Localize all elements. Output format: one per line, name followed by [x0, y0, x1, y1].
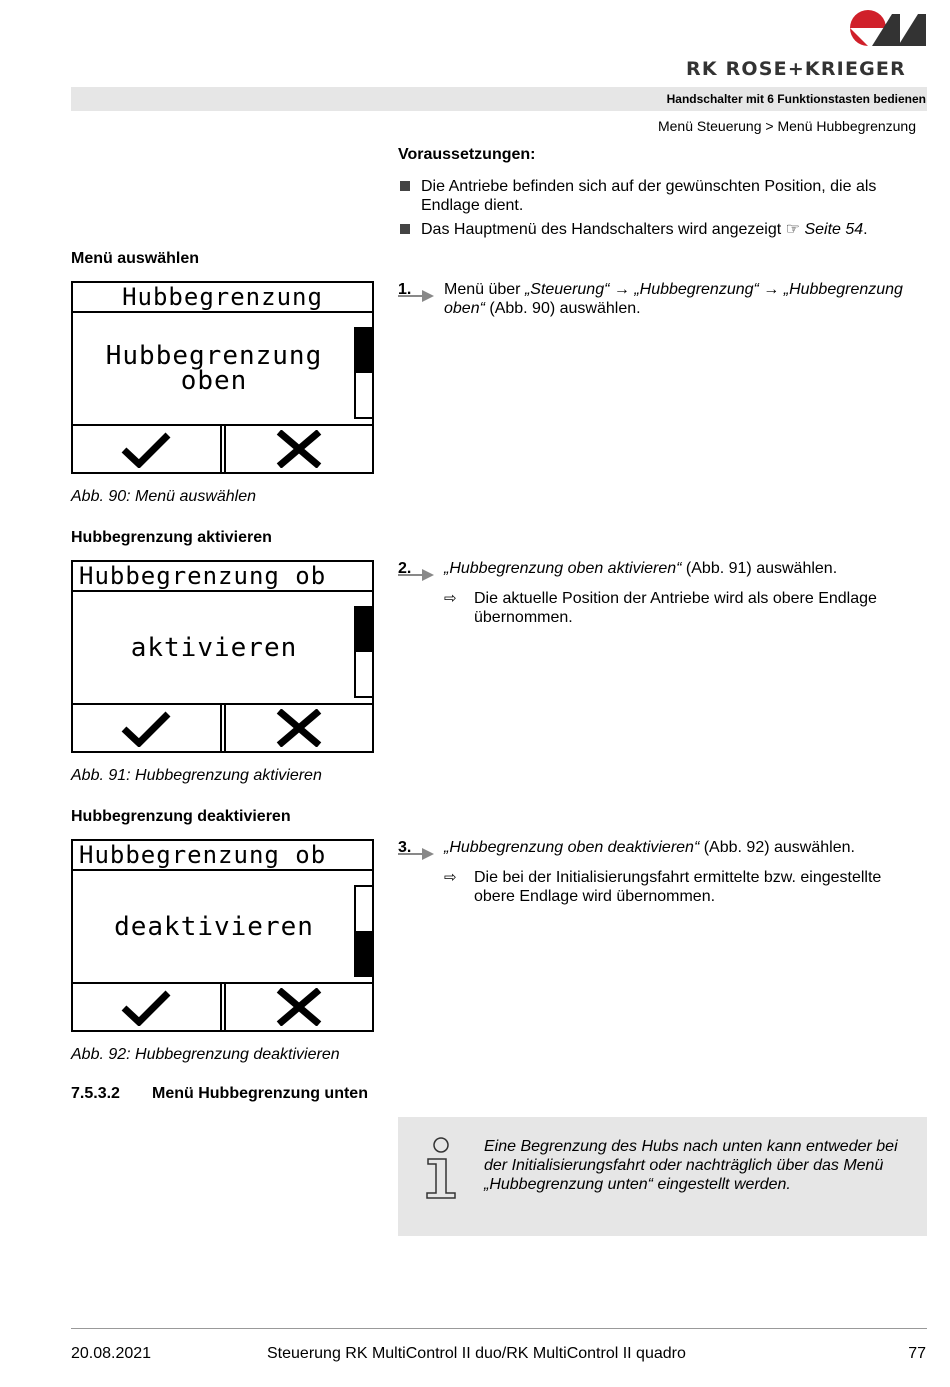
subsection-number: 7.5.3.2: [71, 1085, 120, 1102]
section-heading: Hubbegrenzung aktivieren: [71, 529, 272, 546]
cross-icon: [275, 988, 323, 1026]
lcd-softkeys: [73, 982, 372, 1030]
page-reference-link[interactable]: Seite 54: [804, 221, 864, 238]
step-number: 2.: [398, 560, 412, 577]
lcd-softkeys: [73, 424, 372, 472]
step-arrow-icon: [398, 290, 436, 302]
lcd-title: Hubbegrenzung ob: [73, 841, 372, 871]
step-number: 1.: [398, 281, 412, 298]
note-text: Eine Begrenzung des Hubs nach unten kann entweder bei der Initialisierungsfahrt oder nachträglich über das Menü „Hubbegrenzung unten“ eingestellt werden.: [484, 1138, 898, 1193]
step-instruction: Menü über „Steuerung“ → „Hubbegrenzung“ → „Hubbegrenzung oben“ (Abb. 90) auswählen.: [444, 281, 903, 317]
footer-document-title: Steuerung RK MultiControl II duo/RK MultiControl II quadro: [267, 1345, 686, 1362]
lcd-cancel-key: [220, 705, 373, 751]
lcd-confirm-key: [73, 426, 220, 472]
lcd-scrollbar: [354, 327, 372, 419]
step-instruction: „Hubbegrenzung oben aktivieren“ (Abb. 91) auswählen.: [444, 560, 838, 577]
lcd-cancel-key: [220, 426, 373, 472]
lcd-confirm-key: [73, 984, 220, 1030]
prerequisite-item: Die Antriebe befinden sich auf der gewünschten Position, die als Endlage dient.: [400, 177, 926, 215]
lcd-softkeys: [73, 703, 372, 751]
figure-caption: Abb. 90: Menü auswählen: [71, 488, 257, 505]
result-arrow-icon: ⇨: [444, 869, 457, 886]
lcd-screen-activate: [71, 560, 374, 753]
step-arrow-icon: [398, 569, 436, 581]
breadcrumb: Menü Steuerung > Menü Hubbegrenzung: [657, 118, 916, 134]
page-number: 77: [908, 1345, 926, 1362]
section-heading: Menü auswählen: [71, 250, 200, 267]
lcd-title: Hubbegrenzung: [73, 283, 372, 313]
hand-pointer-icon: ☞: [785, 221, 800, 238]
footer-divider: [71, 1328, 927, 1329]
cross-icon: [275, 709, 323, 747]
footer-date: 20.08.2021: [71, 1345, 152, 1362]
checkmark-icon: [121, 988, 171, 1026]
bullet-square-icon: [400, 181, 410, 191]
step-number: 3.: [398, 839, 412, 856]
lcd-cancel-key: [220, 984, 373, 1030]
step-arrow-icon: [398, 848, 436, 860]
lcd-screen-menu-select: [71, 281, 374, 474]
step-result: ⇨ Die aktuelle Position der Antriebe wird als obere Endlage übernommen.: [444, 590, 877, 626]
subsection-title: Menü Hubbegrenzung unten: [152, 1085, 368, 1102]
logo-mark-icon: [686, 8, 928, 56]
result-arrow-icon: ⇨: [444, 590, 457, 607]
brand-name: RK ROSE+KRIEGER: [686, 58, 906, 80]
checkmark-icon: [121, 709, 171, 747]
lcd-body: aktivieren: [130, 632, 298, 663]
lcd-body: Hubbegrenzung oben: [105, 341, 323, 396]
figure-caption: Abb. 92: Hubbegrenzung deaktivieren: [71, 1046, 340, 1063]
lcd-screen-deactivate: [71, 839, 374, 1032]
step-instruction: „Hubbegrenzung oben deaktivieren“ (Abb. 92) auswählen.: [444, 839, 855, 856]
lcd-body: deaktivieren: [114, 911, 314, 942]
lcd-confirm-key: [73, 705, 220, 751]
cross-icon: [275, 430, 323, 468]
section-heading: Hubbegrenzung deaktivieren: [71, 808, 291, 825]
bullet-square-icon: [400, 224, 410, 234]
lcd-title: Hubbegrenzung ob: [73, 562, 372, 592]
lcd-scrollbar: [354, 606, 372, 698]
prerequisite-item: Das Hauptmenü des Handschalters wird angezeigt ☞ Seite 54.: [400, 220, 926, 239]
lcd-scrollbar: [354, 885, 372, 977]
chapter-title: Handschalter mit 6 Funktionstasten bedienen: [666, 92, 926, 106]
checkmark-icon: [121, 430, 171, 468]
prerequisites-heading: Voraussetzungen:: [398, 146, 536, 163]
step-result: ⇨ Die bei der Initialisierungsfahrt ermittelte bzw. eingestellte obere Endlage wird übernommen.: [444, 869, 882, 905]
info-note: [398, 1117, 927, 1236]
figure-caption: Abb. 91: Hubbegrenzung aktivieren: [71, 767, 322, 784]
info-icon: [424, 1137, 458, 1199]
brand-logo: [686, 8, 928, 80]
